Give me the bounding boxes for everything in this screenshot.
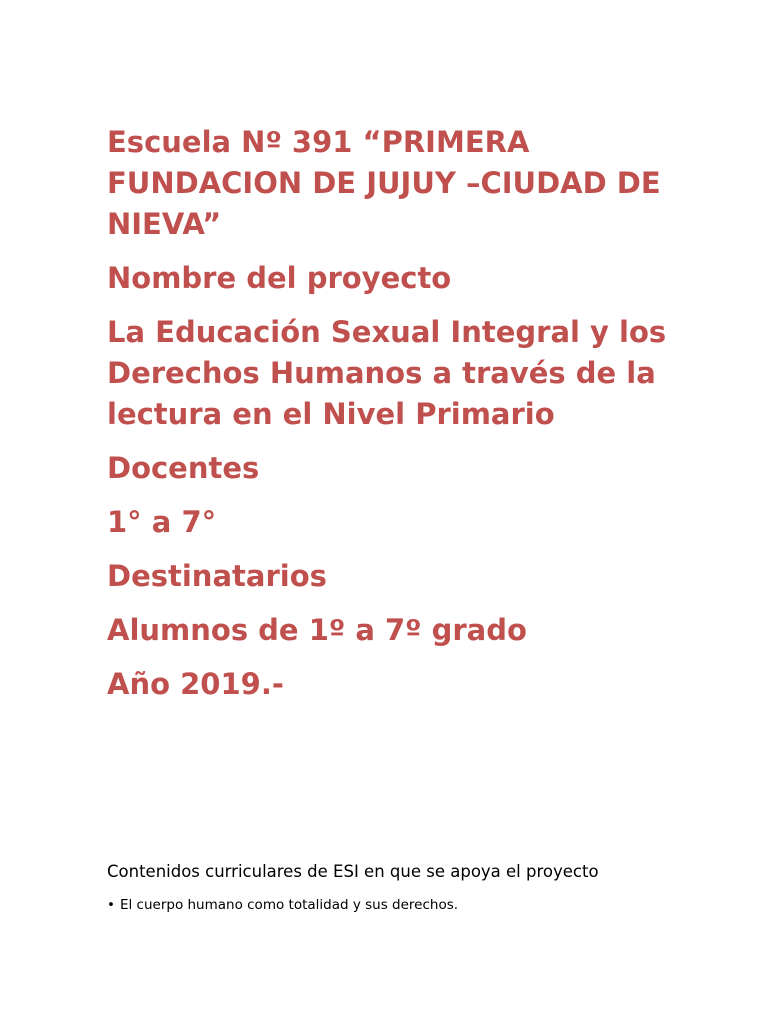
cover-section — [107, 122, 687, 718]
school-name: Escuela Nº 391 “PRIMERA FUNDACION DE JUJUY –CIUDAD DE NIEVA” — [107, 125, 661, 241]
recipients-value: Alumnos de 1º a 7º grado — [107, 613, 527, 647]
bullet-icon: • — [107, 897, 115, 913]
list-item-text: El cuerpo humano como totalidad y sus derechos. — [119, 897, 459, 913]
year: Año 2019.- — [107, 667, 284, 701]
project-name: La Educación Sexual Integral y los Derechos Humanos a través de la lectura en el Nivel Primario — [107, 315, 667, 431]
curricular-heading: Contenidos curriculares de ESI en que se apoya el proyecto — [107, 862, 599, 881]
recipients-label: Destinatarios — [107, 559, 327, 593]
list-item — [107, 895, 727, 915]
curricular-section — [107, 860, 727, 915]
teachers-label: Docentes — [107, 451, 260, 485]
teachers-value: 1° a 7° — [107, 505, 217, 539]
cover-title-block — [107, 122, 687, 705]
project-label: Nombre del proyecto — [107, 261, 452, 295]
